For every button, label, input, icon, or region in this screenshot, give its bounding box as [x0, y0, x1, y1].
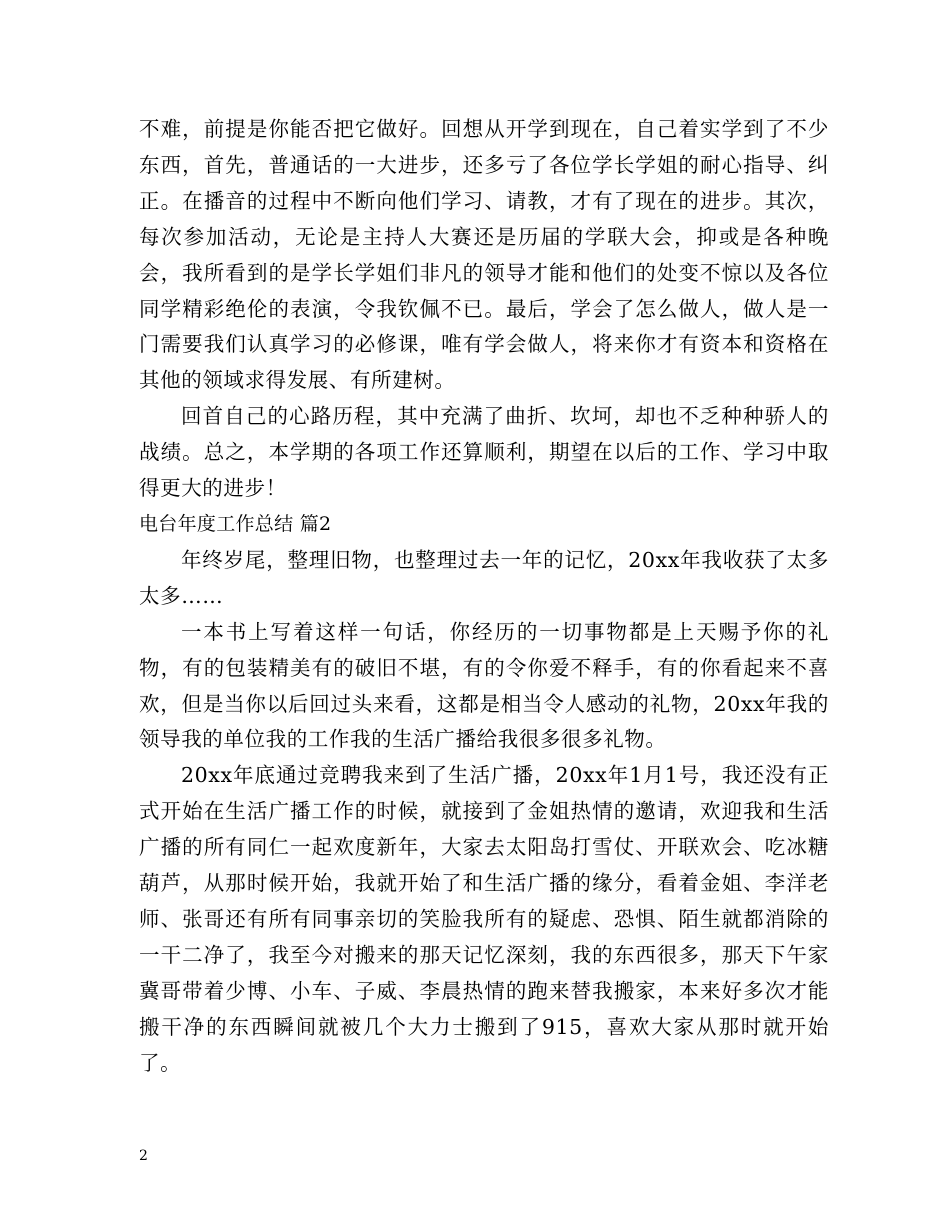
paragraph-reflection: 回首自己的心路历程，其中充满了曲折、坎坷，却也不乏种种骄人的战绩。总之，本学期的各项工作还算顺利，期望在以后的工作、学习中取得更大的进步！ — [139, 404, 829, 501]
document-body — [139, 112, 829, 1081]
paragraph-continued: 不难，前提是你能否把它做好。回想从开学到现在，自己着实学到了不少东西，首先，普通话的一大进步，还多亏了各位学长学姐的耐心指导、纠正。在播音的过程中不断向他们学习、请教，才有了现在的进步。其次，每次参加活动，无论是主持人大赛还是历届的学联大会，抑或是各种晚会，我所看到的是学长学姐们非凡的领导才能和他们的处变不惊以及各位同学精彩绝伦的表演，令我钦佩不已。最后，学会了怎么做人，做人是一门需要我们认真学习的必修课，唯有学会做人，将来你才有资本和资格在其他的领域求得发展、有所建树。 — [139, 117, 829, 393]
paragraph-year-end: 年终岁尾，整理旧物，也整理过去一年的记忆，20xx年我收获了太多太多…… — [139, 547, 829, 608]
paragraph-gifts: 一本书上写着这样一句话，你经历的一切事物都是上天赐予你的礼物，有的包装精美有的破旧不堪，有的令你爱不释手，有的你看起来不喜欢，但是当你以后回过头来看，这都是相当令人感动的礼物，20xx年我的领导我的单位我的工作我的生活广播给我很多很多礼物。 — [139, 619, 829, 752]
page-number: 2 — [139, 1148, 148, 1164]
section-heading: 电台年度工作总结 篇2 — [139, 512, 332, 535]
paragraph-joining: 20xx年底通过竞聘我来到了生活广播，20xx年1月1号，我还没有正式开始在生活广播工作的时候，就接到了金姐热情的邀请，欢迎我和生活广播的所有同仁一起欢度新年，大家去太阳岛打雪仗、开联欢会、吃冰糖葫芦，从那时候开始，我就开始了和生活广播的缘分，看着金姐、李洋老师、张哥还有所有同事亲切的笑脸我所有的疑虑、恐惧、陌生就都消除的一干二净了，我至今对搬来的那天记忆深刻，我的东西很多，那天下午家冀哥带着少博、小车、子威、李晨热情的跑来替我搬家，本来好多次才能搬干净的东西瞬间就被几个大力士搬到了915，喜欢大家从那时就开始了。 — [139, 763, 829, 1075]
